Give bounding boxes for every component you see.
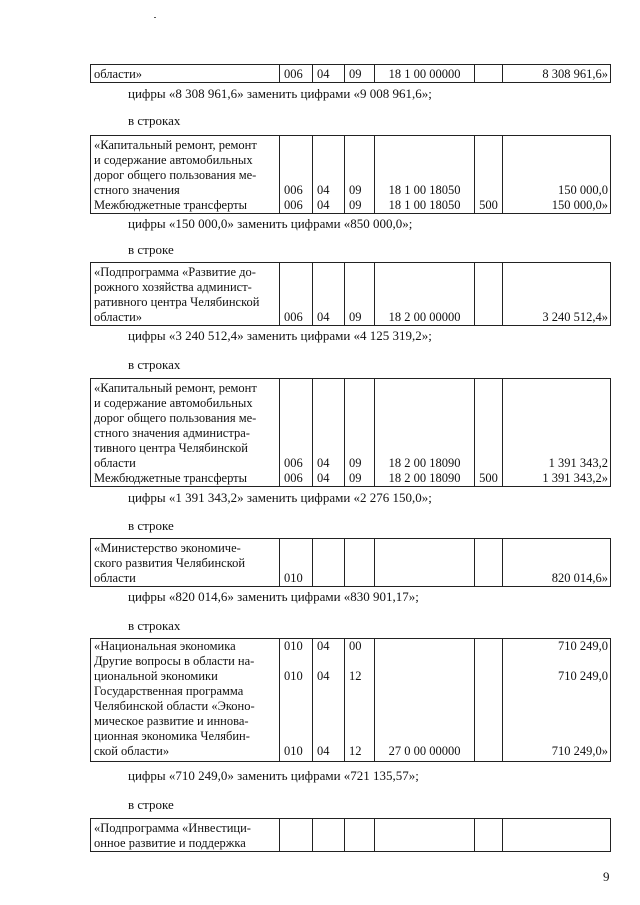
cell-value [378, 729, 471, 744]
expense-type-cell [475, 379, 503, 487]
cell-value: 12 [349, 669, 362, 683]
target-article-cell [375, 65, 475, 83]
subsection-cell [345, 379, 375, 487]
cell-value: 710 249,0» [551, 744, 608, 758]
cell-value: 04 [317, 471, 330, 485]
cell-value: 09 [349, 67, 362, 81]
cell-value: 09 [349, 456, 362, 470]
scan-mark [154, 17, 156, 18]
row-name-line: дорог общего пользования ме- [94, 168, 257, 182]
cell-value: 09 [349, 183, 362, 197]
budget-table-block [90, 135, 611, 214]
section-cell [313, 539, 345, 587]
row-reference-label: в строках [128, 357, 181, 372]
cell-value [478, 669, 499, 684]
cell-value [349, 654, 371, 669]
cell-value: 18 2 00 18090 [388, 456, 461, 470]
cell-value: 710 249,0 [558, 639, 608, 653]
row-name-line: ского развития Челябинской [94, 556, 246, 570]
ministry-code-cell [280, 263, 313, 326]
cell-value [284, 729, 309, 744]
row-name-line: «Подпрограмма «Развитие до- [94, 265, 256, 279]
row-name-line: Межбюджетные трансферты [94, 471, 248, 485]
subsection-cell [345, 65, 375, 83]
budget-table [90, 378, 611, 487]
cell-value [378, 836, 471, 851]
cell-value: 006 [284, 471, 303, 485]
target-article-cell [375, 136, 475, 214]
cell-value: 1 391 343,2 [548, 456, 608, 470]
budget-table [90, 64, 611, 83]
ministry-code-cell [280, 379, 313, 487]
cell-value [478, 571, 499, 586]
cell-value: 010 [284, 669, 303, 683]
cell-value [349, 729, 371, 744]
subsection-cell [345, 539, 375, 587]
budget-table-block [90, 638, 611, 762]
cell-value: 006 [284, 183, 303, 197]
cell-value: 04 [317, 639, 330, 653]
ministry-code-cell [280, 819, 313, 852]
row-name-cell [91, 539, 280, 587]
row-name-cell [91, 65, 280, 83]
cell-value [317, 571, 341, 586]
cell-value: 09 [349, 198, 362, 212]
subsection-cell [345, 263, 375, 326]
cell-value: 820 014,6» [551, 571, 608, 585]
row-name-cell [91, 136, 280, 214]
amount-cell [503, 539, 611, 587]
budget-table-block [90, 818, 611, 852]
table-row [91, 639, 611, 762]
cell-value [284, 699, 309, 714]
cell-value [478, 654, 499, 669]
section-cell [313, 639, 345, 762]
cell-value: 006 [284, 198, 303, 212]
cell-value [349, 699, 371, 714]
cell-value: 006 [284, 310, 303, 324]
replacement-instruction: цифры «1 391 343,2» заменить цифрами «2 276 150,0»; [128, 490, 432, 505]
replacement-instruction: цифры «8 308 961,6» заменить цифрами «9 008 961,6»; [128, 86, 432, 101]
row-name-line: дорог общего пользования ме- [94, 411, 257, 425]
ministry-code-cell [280, 65, 313, 83]
budget-table-block [90, 64, 611, 83]
table-row [91, 263, 611, 326]
cell-value [349, 684, 371, 699]
cell-value [378, 654, 471, 669]
row-name-cell [91, 263, 280, 326]
row-name-line: Другие вопросы в области на- [94, 654, 255, 668]
amount-cell [503, 639, 611, 762]
cell-value: 04 [317, 67, 330, 81]
cell-value [478, 456, 499, 471]
row-name-line: онное развитие и поддержка [94, 836, 246, 850]
expense-type-cell [475, 136, 503, 214]
cell-value: 500 [479, 198, 498, 212]
row-name-line: «Капитальный ремонт, ремонт [94, 381, 257, 395]
cell-value [317, 836, 341, 851]
cell-value [506, 684, 608, 699]
cell-value: 010 [284, 639, 303, 653]
row-name-line: мическое развитие и иннова- [94, 714, 249, 728]
amount-cell [503, 65, 611, 83]
row-name-line: ционная экономика Челябин- [94, 729, 250, 743]
cell-value [317, 684, 341, 699]
row-name-line: Челябинской области «Эконо- [94, 699, 255, 713]
cell-value: 710 249,0 [558, 669, 608, 683]
row-name-line: стного значения администра- [94, 426, 250, 440]
cell-value: 27 0 00 00000 [388, 744, 461, 758]
cell-value: 04 [317, 456, 330, 470]
target-article-cell [375, 819, 475, 852]
cell-value [378, 714, 471, 729]
expense-type-cell [475, 639, 503, 762]
target-article-cell [375, 639, 475, 762]
replacement-instruction: цифры «150 000,0» заменить цифрами «850 000,0»; [128, 216, 413, 231]
cell-value: 04 [317, 744, 330, 758]
budget-table [90, 538, 611, 587]
row-reference-label: в строках [128, 618, 181, 633]
replacement-instruction: цифры «820 014,6» заменить цифрами «830 901,17»; [128, 589, 419, 604]
cell-value: 04 [317, 198, 330, 212]
budget-table [90, 262, 611, 326]
row-name-cell [91, 639, 280, 762]
cell-value [478, 684, 499, 699]
cell-value: 18 1 00 00000 [388, 67, 461, 81]
amount-cell [503, 379, 611, 487]
cell-value: 010 [284, 744, 303, 758]
cell-value: 04 [317, 310, 330, 324]
cell-value: 006 [284, 67, 303, 81]
cell-value [378, 669, 471, 684]
row-name-line: области» [94, 67, 143, 81]
cell-value [478, 67, 499, 82]
row-name-line: области» [94, 310, 143, 324]
target-article-cell [375, 379, 475, 487]
ministry-code-cell [280, 136, 313, 214]
cell-value: 09 [349, 471, 362, 485]
cell-value: 1 391 343,2» [542, 471, 608, 485]
cell-value: 500 [479, 471, 498, 485]
row-reference-label: в строках [128, 113, 181, 128]
amount-cell [503, 263, 611, 326]
cell-value [284, 836, 309, 851]
subsection-cell [345, 136, 375, 214]
cell-value: 18 1 00 18050 [388, 198, 461, 212]
cell-value [317, 729, 341, 744]
budget-table-block [90, 262, 611, 326]
cell-value [349, 571, 371, 586]
cell-value [349, 836, 371, 851]
cell-value [317, 654, 341, 669]
cell-value: 150 000,0» [551, 198, 608, 212]
cell-value: 04 [317, 183, 330, 197]
cell-value [378, 699, 471, 714]
subsection-cell [345, 639, 375, 762]
cell-value: 010 [284, 571, 303, 585]
table-row [91, 539, 611, 587]
page-number: 9 [603, 869, 610, 884]
row-name-line: циональной экономики [94, 669, 218, 683]
table-row [91, 136, 611, 214]
cell-value: 150 000,0 [558, 183, 608, 197]
target-article-cell [375, 539, 475, 587]
ministry-code-cell [280, 539, 313, 587]
cell-value [478, 639, 499, 654]
section-cell [313, 136, 345, 214]
target-article-cell [375, 263, 475, 326]
cell-value [478, 714, 499, 729]
budget-table [90, 818, 611, 852]
row-name-line: тивного центра Челябинской [94, 441, 248, 455]
cell-value [478, 183, 499, 198]
row-name-line: ративного центра Челябинской [94, 295, 260, 309]
row-name-line: «Подпрограмма «Инвестици- [94, 821, 251, 835]
cell-value [378, 571, 471, 586]
cell-value: 18 2 00 18090 [388, 471, 461, 485]
cell-value [317, 699, 341, 714]
row-name-cell [91, 819, 280, 852]
expense-type-cell [475, 263, 503, 326]
cell-value [284, 684, 309, 699]
row-name-line: Государственная программа [94, 684, 244, 698]
section-cell [313, 263, 345, 326]
table-row [91, 819, 611, 852]
row-name-line: стного значения [94, 183, 180, 197]
cell-value: 00 [349, 639, 362, 653]
section-cell [313, 65, 345, 83]
cell-value [478, 836, 499, 851]
cell-value [506, 729, 608, 744]
budget-table-block [90, 378, 611, 487]
row-name-line: области [94, 571, 136, 585]
table-row [91, 65, 611, 83]
row-name-line: рожного хозяйства админист- [94, 280, 252, 294]
cell-value [478, 699, 499, 714]
row-name-line: «Министерство экономиче- [94, 541, 241, 555]
cell-value [378, 684, 471, 699]
cell-value: 12 [349, 744, 362, 758]
amount-cell [503, 819, 611, 852]
row-name-line: Межбюджетные трансферты [94, 198, 248, 212]
cell-value: 8 308 961,6» [542, 67, 608, 81]
cell-value [284, 714, 309, 729]
cell-value [506, 699, 608, 714]
cell-value: 18 2 00 00000 [388, 310, 461, 324]
cell-value [478, 310, 499, 325]
cell-value [478, 729, 499, 744]
amount-cell [503, 136, 611, 214]
cell-value [506, 836, 608, 851]
row-name-cell [91, 379, 280, 487]
subsection-cell [345, 819, 375, 852]
section-cell [313, 379, 345, 487]
cell-value: 18 1 00 18050 [388, 183, 461, 197]
cell-value: 006 [284, 456, 303, 470]
cell-value [506, 654, 608, 669]
replacement-instruction: цифры «710 249,0» заменить цифрами «721 135,57»; [128, 768, 419, 783]
row-reference-label: в строке [128, 518, 174, 533]
row-reference-label: в строке [128, 797, 174, 812]
row-name-line: ской области» [94, 744, 170, 758]
expense-type-cell [475, 539, 503, 587]
cell-value: 09 [349, 310, 362, 324]
row-name-line: и содержание автомобильных [94, 396, 253, 410]
cell-value [317, 714, 341, 729]
table-row [91, 379, 611, 487]
cell-value [378, 639, 471, 654]
expense-type-cell [475, 819, 503, 852]
row-name-line: области [94, 456, 136, 470]
ministry-code-cell [280, 639, 313, 762]
budget-table [90, 135, 611, 214]
cell-value: 3 240 512,4» [542, 310, 608, 324]
row-reference-label: в строке [128, 242, 174, 257]
replacement-instruction: цифры «3 240 512,4» заменить цифрами «4 125 319,2»; [128, 328, 432, 343]
row-name-line: «Капитальный ремонт, ремонт [94, 138, 257, 152]
expense-type-cell [475, 65, 503, 83]
cell-value: 04 [317, 669, 330, 683]
cell-value [506, 714, 608, 729]
cell-value [284, 654, 309, 669]
row-name-line: «Национальная экономика [94, 639, 236, 653]
budget-table-block [90, 538, 611, 587]
section-cell [313, 819, 345, 852]
row-name-line: и содержание автомобильных [94, 153, 253, 167]
cell-value [349, 714, 371, 729]
cell-value [478, 744, 499, 759]
budget-table [90, 638, 611, 762]
